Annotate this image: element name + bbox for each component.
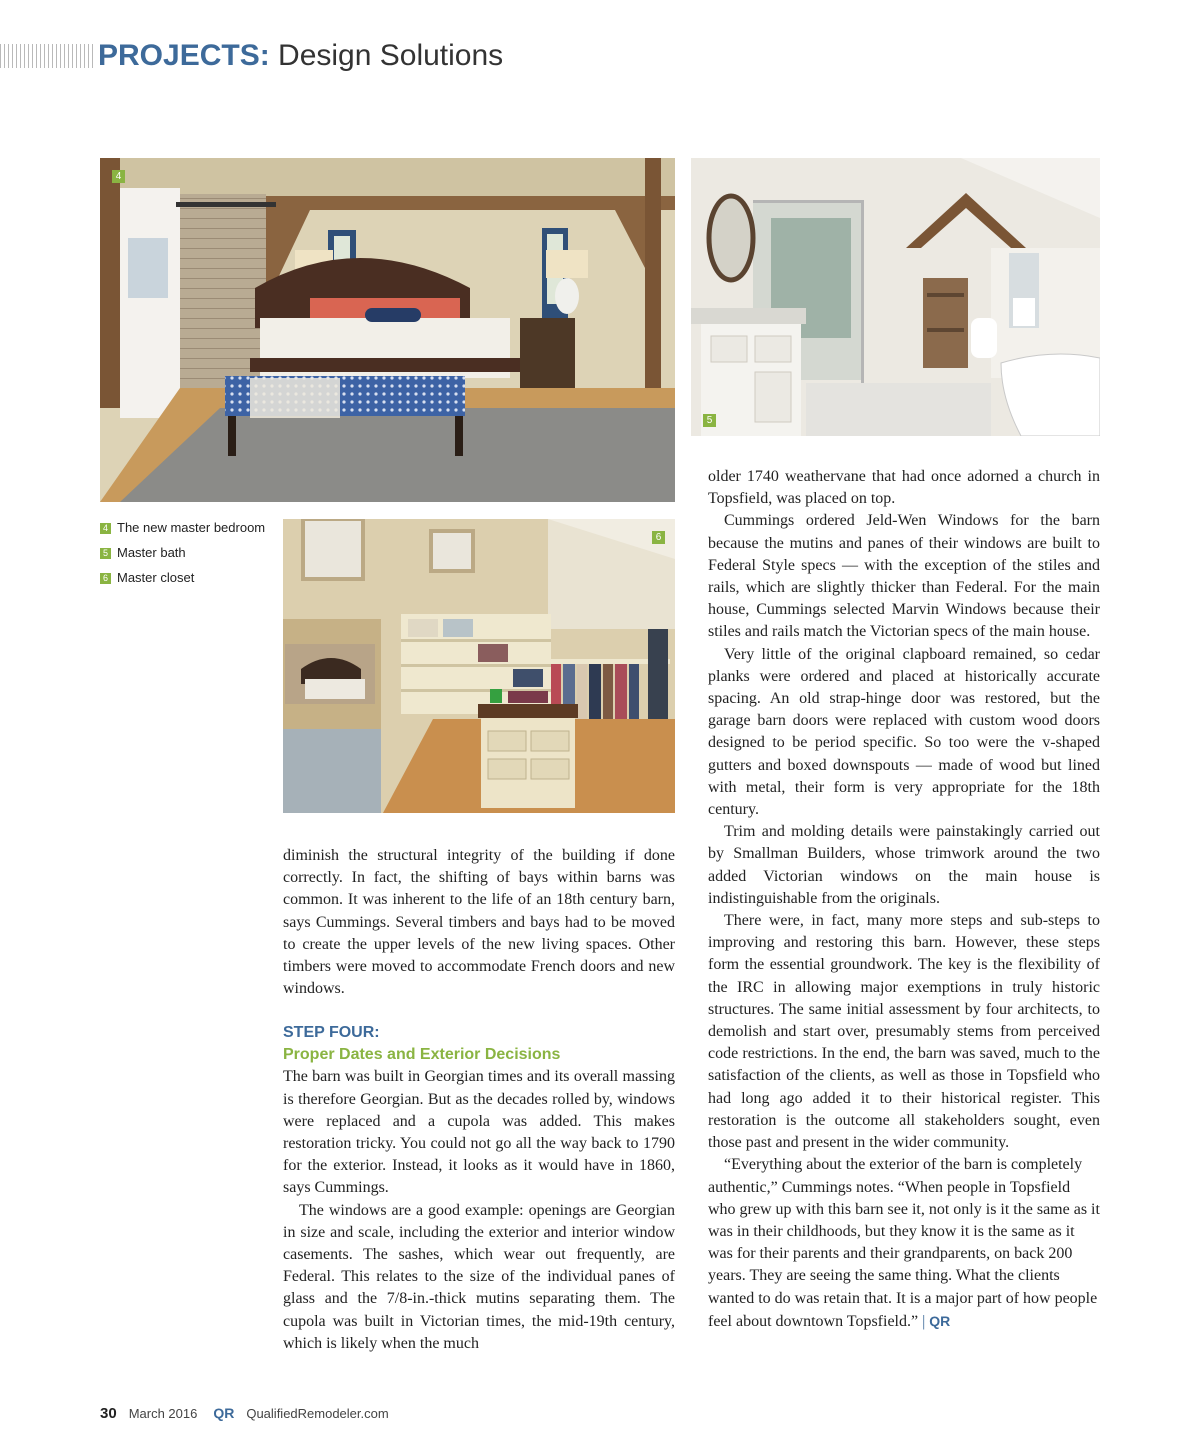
paragraph-final-text: “Everything about the exterior of the barn is completely authentic,” Cummings notes. “When people in Topsfield who grew up with this barn see it, not only is it the same as it was in their childhoods, but they know it is the same as it was for their parents and their grandparents, on back 200 years. They are seeing the same thing. What the clients wanted to do was retain that. It is a major part of how people feel about downtown Topsfield.” [708, 1156, 1100, 1330]
paragraph: Trim and molding details were painstakingly carried out by Smallman Builders, whose trimwork around the two added Victorian windows on the main house is indistinguishable from the originals. [708, 823, 1100, 907]
end-mark: QR [929, 1312, 951, 1329]
photo-captions [100, 519, 270, 594]
photo-master-bedroom [100, 158, 675, 502]
closet-illustration [283, 519, 675, 813]
caption-number: 5 [100, 548, 111, 559]
section-header-light: Design Solutions [269, 39, 504, 72]
footer-logo: QR [213, 1405, 235, 1421]
caption-text: The new master bedroom [117, 520, 266, 535]
paragraph: diminish the structural integrity of the building if done correctly. In fact, the shifting of bays within barns was common. It was inherent to the life of an 18th century barn, says Cummings. Several timbers and bays had to be moved to create the upper levels of the new living spaces. Other timbers were moved to accommodate French doors and new windows. [283, 847, 675, 998]
photo-badge-5: 5 [703, 414, 716, 427]
paragraph: The barn was built in Georgian times and its overall massing is therefore Georgian. But as the decades rolled by, windows were replaced and a cupola was added. This makes restoration tricky. You could not go all the way back to 1790 for the exterior. Instead, it looks as it would have in 1860, says Cummings. [283, 1068, 675, 1197]
photo-badge-6: 6 [652, 531, 665, 544]
page-footer [100, 1403, 389, 1424]
caption-item [100, 544, 270, 562]
paragraph: The windows are a good example: openings are Georgian in size and scale, including the exterior and interior window casements. The sashes, which wear out frequently, are Federal. This relates to the size of the individual panes of glass and the 7/8-in.-thick mutins separating them. The cupola was built in Victorian times, the mid-19th century, which is likely when the much [283, 1201, 675, 1352]
issue-date: March 2016 [128, 1406, 198, 1421]
article-column-right [708, 466, 1100, 1333]
caption-text: Master closet [117, 570, 195, 585]
photo-master-closet [283, 519, 675, 813]
caption-item [100, 569, 270, 587]
footer-site: QualifiedRemodeler.com [246, 1406, 389, 1421]
bedroom-illustration [100, 158, 675, 502]
caption-item [100, 519, 270, 537]
paragraph-final [708, 1154, 1100, 1333]
paragraph: There were, in fact, many more steps and sub-steps to improving and restoring this barn. However, these steps form the essential groundwork. The key is the flexibility of the IRC in allowing major exemptions in truly historic structures. The same initial assessment by four architects, to demolish and start over, presumably stems from perceived code restrictions. In the end, the barn was saved, much to the satisfaction of the clients, as well as those in Topsfield who had long ago added it to their historical register. This restoration is the outcome all stakeholders sought, even those past and present in the wider community. [708, 912, 1100, 1152]
step-heading: STEP FOUR: [283, 1024, 380, 1042]
section-header [98, 38, 503, 74]
caption-number: 4 [100, 523, 111, 534]
caption-number: 6 [100, 573, 111, 584]
article-column-left [283, 845, 675, 1355]
paragraph: Very little of the original clapboard remained, so cedar planks were ordered and placed at historically accurate spacing. An old strap-hinge door was restored, but the garage barn doors were replaced with custom wood doors designed to be period specific. So too were the v-shaped gutters and boxed downspouts — made of wood but lined with metal, their form is very appropriate for the 18th century. [708, 645, 1100, 819]
paragraph: older 1740 weathervane that had once adorned a church in Topsfield, was placed on top. [708, 468, 1100, 508]
end-bar: | [922, 1312, 926, 1330]
photo-master-bath [691, 158, 1100, 436]
step-subheading: Proper Dates and Exterior Decisions [283, 1046, 561, 1064]
photo-badge-4: 4 [112, 170, 125, 183]
paragraph: Cummings ordered Jeld-Wen Windows for the barn because the mutins and panes of their windows are built to Federal Style specs — with the exception of the stiles and rails, which are slightly thicker than Federal. For the main house, Cummings selected Marvin Windows because their stiles and rails match the Victorian specs of the main house. [708, 512, 1100, 641]
bath-illustration [691, 158, 1100, 436]
caption-text: Master bath [117, 545, 186, 560]
page-number: 30 [100, 1405, 117, 1422]
section-header-bold: PROJECTS: [98, 39, 270, 72]
header-stripes [0, 44, 96, 68]
